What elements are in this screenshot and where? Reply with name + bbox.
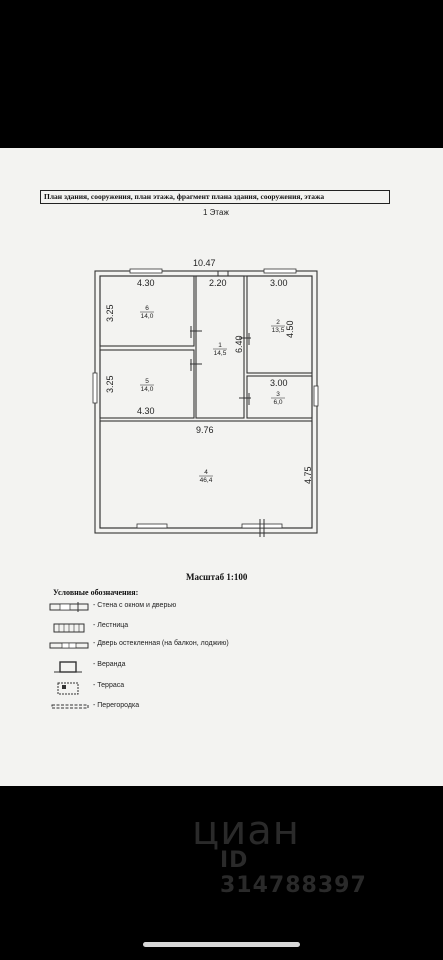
legend-title: Условные обозначения: [53,588,139,597]
dim-room2-height: 4.50 [285,320,295,338]
room-5-number: 5 [145,378,149,385]
cian-watermark [192,800,402,898]
plan-title: План здания, сооружения, план этажа, фрагмент плана здания, сооружения, этажа [40,190,390,204]
room-3-area: 6,0 [273,399,283,406]
dim-room5-height: 3.25 [105,375,115,393]
outer-wall [95,271,317,533]
floor-plan-sheet [0,148,443,786]
legend-label: - Лестница [93,622,129,629]
window [130,269,162,273]
dim-room5-width: 4.30 [137,406,155,416]
partition-icon [48,700,92,714]
room-6-area: 14,0 [140,313,154,320]
room-3-number: 3 [276,391,280,398]
scale-label: Масштаб 1:100 [186,572,248,582]
window [137,524,167,528]
dim-room4-height: 4.75 [303,466,313,484]
dim-room3-width: 3.00 [270,378,288,388]
veranda-icon [48,659,92,675]
window [314,386,318,406]
window [242,524,282,528]
dim-room4-width: 9.76 [196,425,214,435]
stairs-icon [48,620,92,634]
room-2-number: 2 [276,319,280,326]
home-indicator[interactable] [143,942,300,947]
dim-room2-width: 3.00 [270,278,288,288]
terrace-icon [48,680,92,696]
legend-label: - Дверь остекленная (на балкон, лоджию) [93,640,229,647]
legend-label: - Веранда [93,661,126,668]
legend-label: - Перегородка [93,702,140,709]
glass-door-icon [48,638,92,652]
wall-window-door-icon [48,600,92,614]
listing-id: ID 314788397 [220,848,367,898]
dim-top-total: 10.47 [193,258,216,268]
legend-label: - Терраса [93,682,125,689]
floor-label: 1 Этаж [203,208,229,217]
window [264,269,296,273]
dim-room6-width: 4.30 [137,278,155,288]
room-5-area: 14,0 [140,386,154,393]
window [93,373,97,403]
legend-label: - Стена с окном и дверью [93,602,177,609]
room-1-area: 14,5 [213,350,227,357]
room-6-number: 6 [145,305,149,312]
room-2-area: 13,5 [271,327,285,334]
cian-logo: циан [192,808,300,854]
room-4-number: 4 [204,469,208,476]
room-4-area: 46,4 [199,477,213,484]
dim-room1-height: 6.40 [234,335,244,353]
dim-room6-height: 3.25 [105,304,115,322]
dim-room1-width: 2.20 [209,278,227,288]
room-1-number: 1 [218,342,222,349]
